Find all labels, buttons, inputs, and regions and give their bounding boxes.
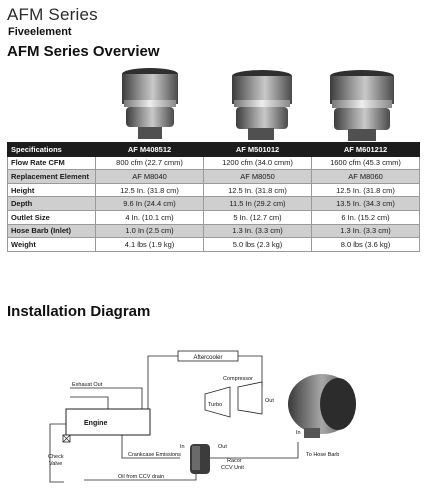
table-cell: 11.5 In (29.2 cm) [204,197,312,211]
racor-label: Racor [227,458,242,464]
product-image-m408512 [122,68,178,139]
row-label: Hose Barb (Inlet) [8,224,96,238]
table-cell: 5 In. (12.7 cm) [204,210,312,224]
table-cell: AF M8040 [96,170,204,184]
turbo-label: Turbo [208,402,223,408]
out-label: Out [265,398,274,404]
row-label: Depth [8,197,96,211]
table-cell: AF M8060 [312,170,420,184]
valve-label: Valve [49,461,63,467]
specifications-table [7,142,420,252]
row-label: Weight [8,238,96,252]
compressor-shape [223,376,274,414]
table-cell: 8.0 lbs (3.6 kg) [312,238,420,252]
product-images [0,66,427,142]
table-row [8,183,420,197]
afm-filter-image [288,374,356,438]
table-row [8,170,420,184]
row-label: Height [8,183,96,197]
engine-box [66,409,150,435]
brand-name: Fiveelement [8,26,72,38]
check-label: Check [48,454,64,460]
table-cell: 6 In. (15.2 cm) [312,210,420,224]
installation-heading: Installation Diagram [7,303,151,320]
row-label: Replacement Element [8,170,96,184]
table-cell: 1.3 In. (3.3 cm) [204,224,312,238]
product-image-m501012 [232,70,292,140]
row-label: Outlet Size [8,210,96,224]
table-cell: 13.5 In. (34.3 cm) [312,197,420,211]
racor-ccv-unit [190,444,210,474]
table-cell: 12.5 In. (31.8 cm) [96,183,204,197]
exhaust-out-label: Exhaust Out [72,382,103,388]
oil-drain-label: Oil from CCV drain [118,474,165,480]
ccv-in-label: In [180,444,185,450]
table-cell: 1.0 In (2.5 cm) [96,224,204,238]
row-label: Flow Rate CFM [8,156,96,170]
installation-diagram [0,332,427,499]
table-row [8,197,420,211]
table-row [8,224,420,238]
check-valve [63,435,70,442]
column-header: AF M601212 [312,143,420,157]
ccv-unit-label: CCV Unit [221,465,244,471]
column-header: Specifications [8,143,96,157]
table-cell: 12.5 In. (31.8 cm) [204,183,312,197]
table-row [8,156,420,170]
table-row [8,210,420,224]
aftercooler-label: Aftercooler [193,355,223,361]
table-cell: 800 cfm (22.7 cmm) [96,156,204,170]
turbo-shape [205,387,230,417]
compressor-label: Compressor [223,376,253,382]
table-cell: 1200 cfm (34.0 cmm) [204,156,312,170]
ccv-out-label: Out [218,444,227,450]
table-cell: 9.6 In (24.4 cm) [96,197,204,211]
table-header-row [8,143,420,157]
product-image-m601212 [330,70,394,141]
series-title: AFM Series [7,5,98,24]
table-cell: 1.3 In. (3.3 cm) [312,224,420,238]
column-header: AF M408512 [96,143,204,157]
table-row [8,238,420,252]
engine-label: Engine [84,420,108,427]
table-cell: 4 In. (10.1 cm) [96,210,204,224]
column-header: AF M501012 [204,143,312,157]
filter-in-label: In [296,430,301,436]
table-cell: AF M8050 [204,170,312,184]
table-cell: 5.0 lbs (2.3 kg) [204,238,312,252]
table-cell: 1600 cfm (45.3 cmm) [312,156,420,170]
to-hose-barb-label: To Hose Barb [306,452,340,458]
table-cell: 12.5 In. (31.8 cm) [312,183,420,197]
overview-heading: AFM Series Overview [7,43,160,60]
aftercooler-box [178,351,238,361]
table-cell: 4.1 lbs (1.9 kg) [96,238,204,252]
crankcase-emissions-label: Crankcase Emissions [128,452,181,458]
